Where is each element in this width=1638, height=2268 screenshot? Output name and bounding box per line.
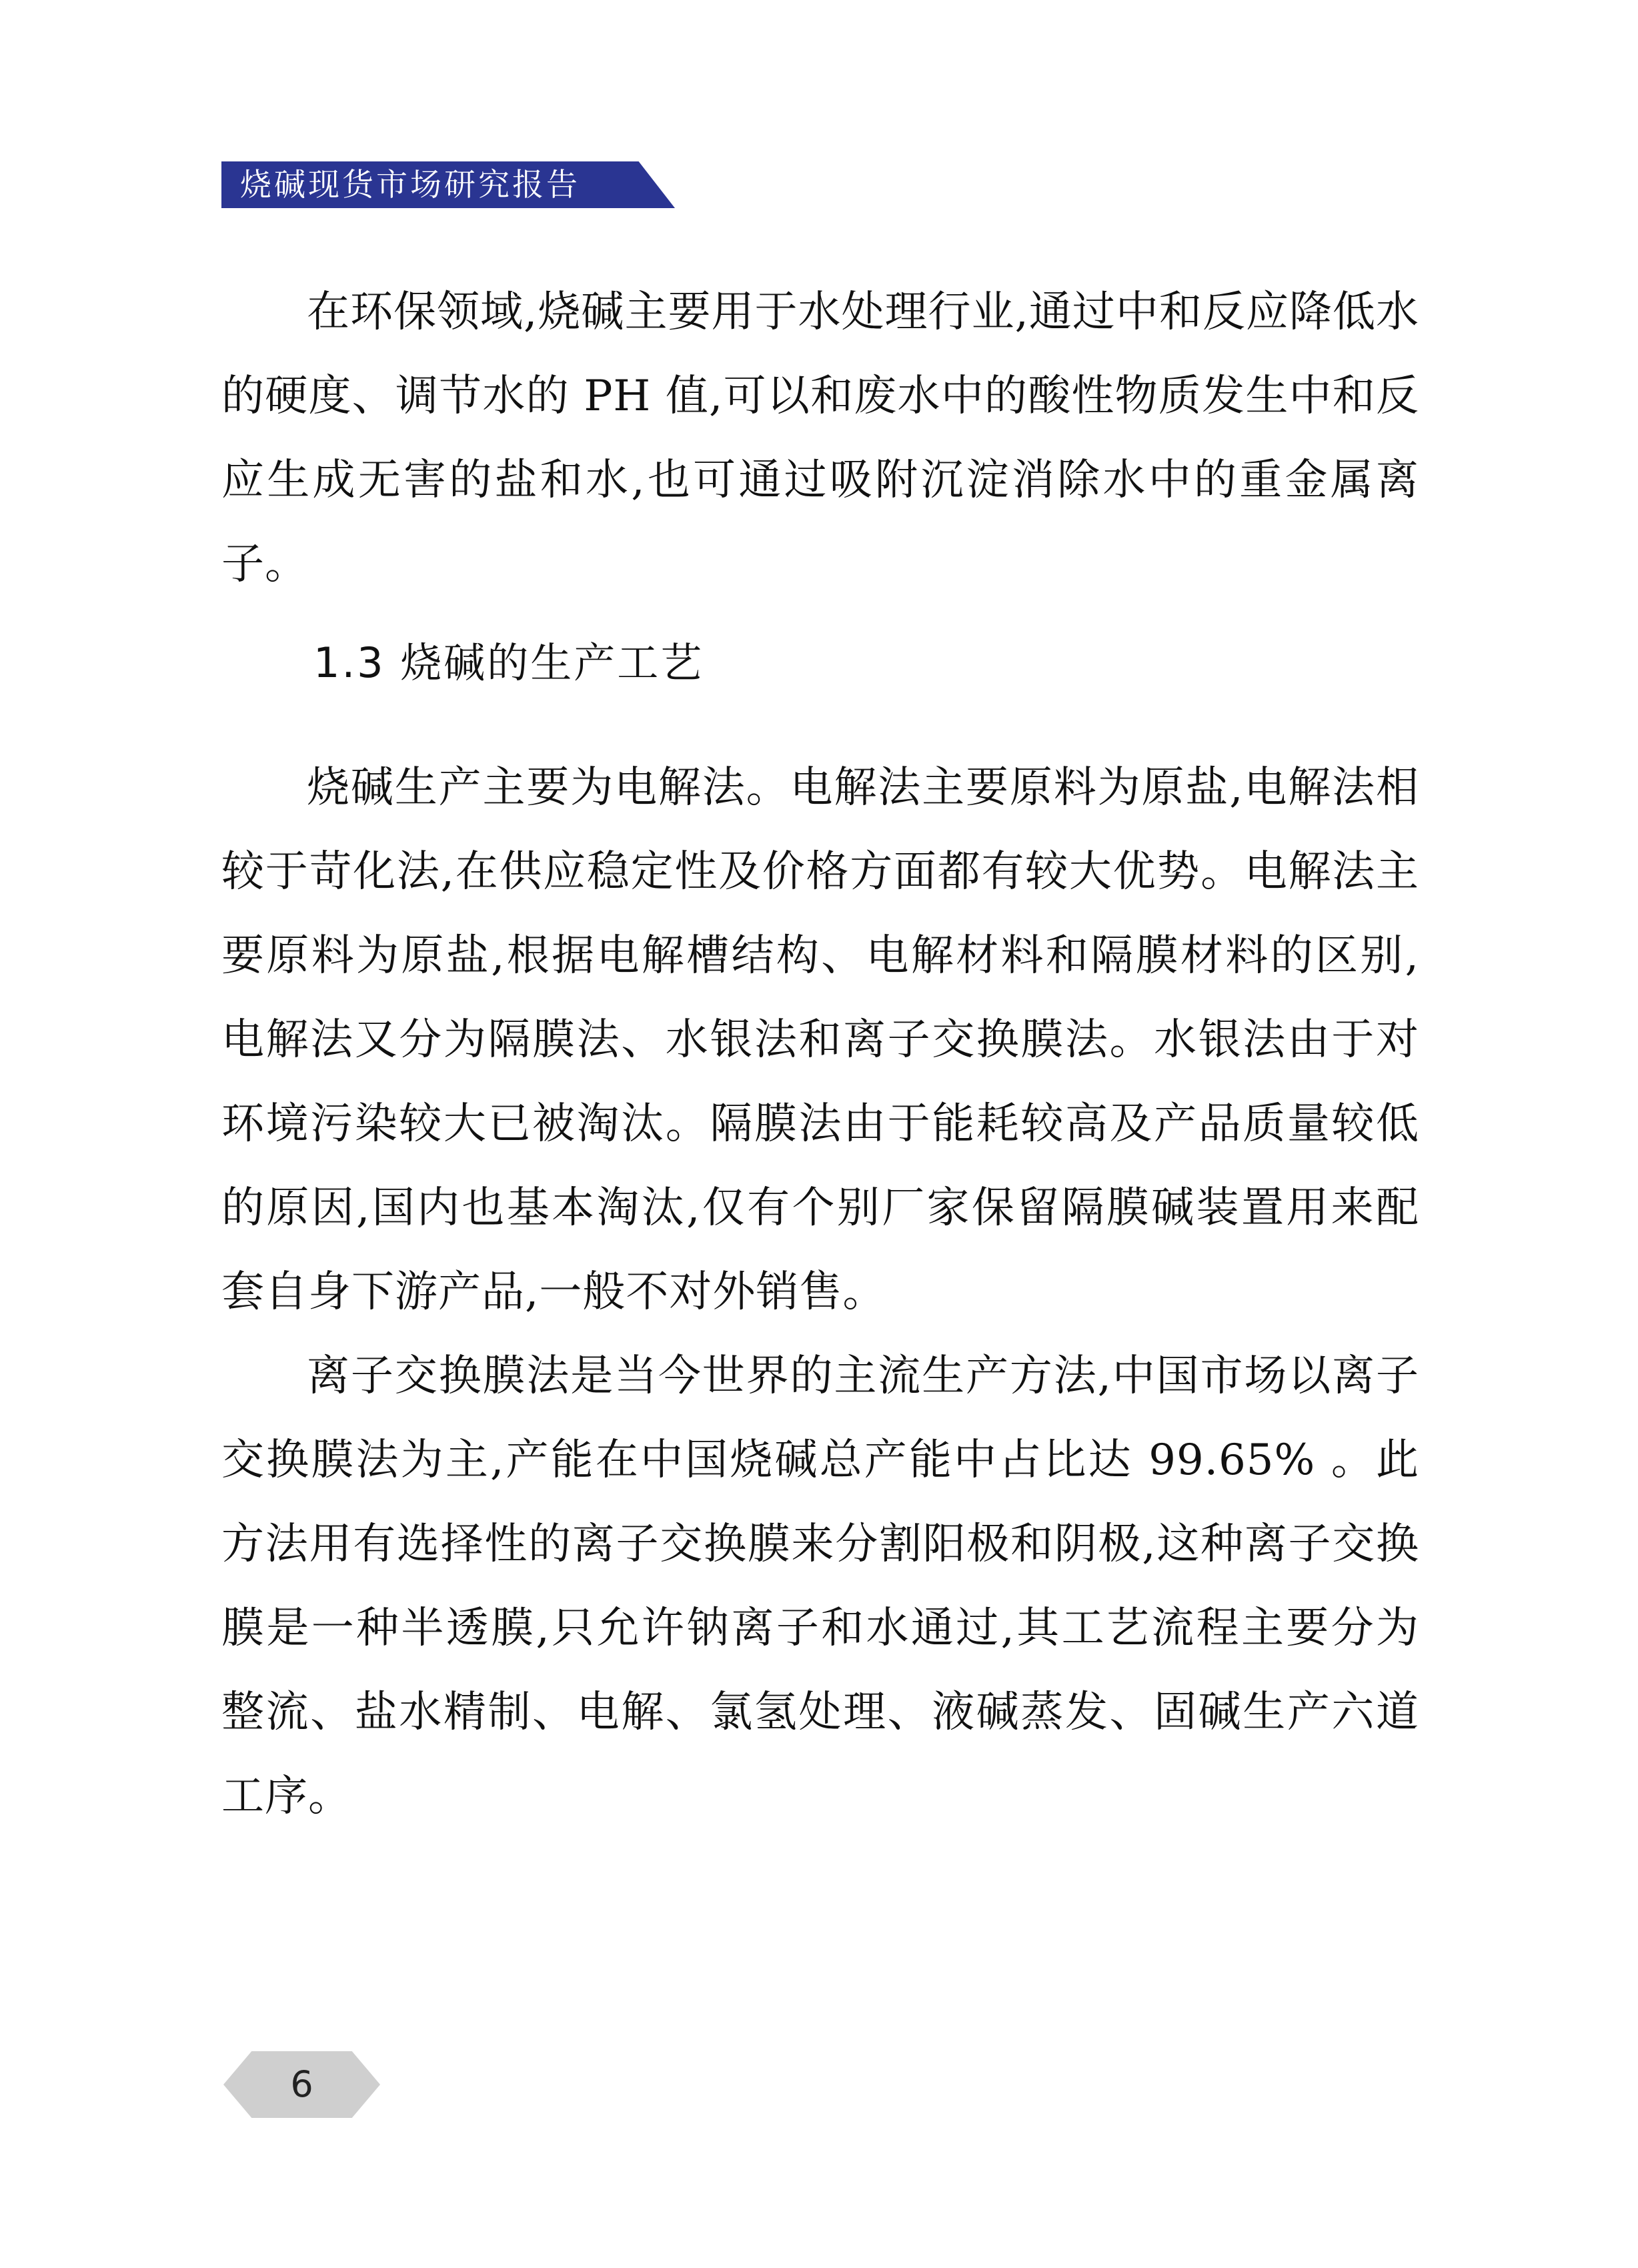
production-text-block (221, 746, 1419, 1838)
paragraph-environmental: 在环保领域,烧碱主要用于水处理行业,通过中和反应降低水的硬度、调节水的 PH 值,可以和废水中的酸性物质发生中和反应生成无害的盐和水,也可通过吸附沉淀消除水中的重金属离子。 (221, 288, 1419, 589)
intro-text-block (221, 270, 1419, 606)
paragraph-ion-membrane: 离子交换膜法是当今世界的主流生产方法,中国市场以离子交换膜法为主,产能在中国烧碱总产能中占比达 99.65% 。此方法用有选择性的离子交换膜来分割阳极和阴极,这种离子交换膜是一种半透膜,只允许钠离子和水通过,其工艺流程主要分为整流、盐水精制、电解、氯氢处理、液碱蒸发、固碱生产六道工序。 (221, 1351, 1419, 1821)
section-heading: 1.3 烧碱的生产工艺 (313, 638, 704, 687)
running-header-title: 烧碱现货市场研究报告 (240, 167, 580, 203)
page-number: 6 (290, 2063, 313, 2105)
paragraph-electrolysis: 烧碱生产主要为电解法。电解法主要原料为原盐,电解法相较于苛化法,在供应稳定性及价格方面都有较大优势。电解法主要原料为原盐,根据电解槽结构、电解材料和隔膜材料的区别,电解法又分为隔膜法、水银法和离子交换膜法。水银法由于对环境污染较大已被淘汰。隔膜法由于能耗较高及产品质量较低的原因,国内也基本淘汰,仅有个别厂家保留隔膜碱装置用来配套自身下游产品,一般不对外销售。 (221, 763, 1419, 1317)
